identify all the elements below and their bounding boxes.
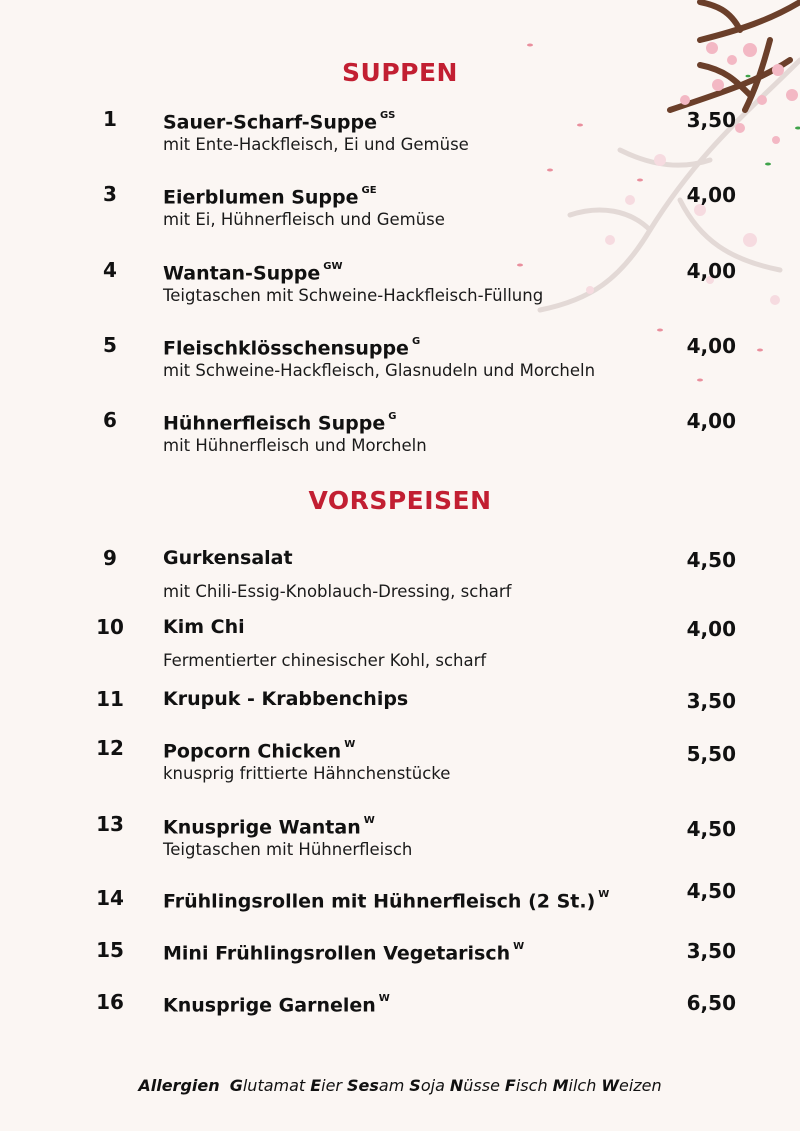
item-price: 4,00: [686, 183, 736, 207]
soup-item-6: [0, 408, 800, 478]
item-name: [163, 615, 245, 639]
item-name: [163, 886, 609, 913]
item-name-text: Krupuk - Krabbenchips: [163, 688, 409, 710]
item-number: 16: [96, 990, 124, 1014]
soup-item-4: [0, 258, 800, 328]
item-number: 4: [103, 258, 117, 282]
soup-item-3: [0, 182, 800, 252]
allergen-codes: W: [378, 993, 390, 1004]
item-name: [163, 107, 395, 134]
item-name-text: Popcorn Chicken: [163, 740, 342, 763]
item-number: 9: [103, 546, 117, 570]
item-name-text: Knusprige Wantan: [163, 816, 361, 839]
starter-item-10: [0, 615, 800, 685]
item-name: [163, 990, 390, 1017]
item-price: 3,50: [686, 939, 736, 963]
item-name: [163, 687, 408, 711]
item-price: 5,50: [686, 742, 736, 766]
item-number: 12: [96, 736, 124, 760]
starter-item-12: [0, 736, 800, 806]
item-number: 10: [96, 615, 124, 639]
item-price: 4,00: [686, 259, 736, 283]
item-price: 4,50: [686, 879, 736, 903]
item-description: mit Chili-Essig-Knoblauch-Dressing, scharf: [163, 582, 512, 601]
item-name-text: Kim Chi: [163, 616, 245, 638]
item-number: 11: [96, 687, 124, 711]
section-title-vorspeisen: VORSPEISEN: [308, 486, 492, 515]
legend-entry: Nüsse: [449, 1076, 500, 1095]
item-number: 5: [103, 333, 117, 357]
allergen-codes: GW: [323, 261, 343, 272]
item-price: 3,50: [686, 108, 736, 132]
legend-entry: Milch: [552, 1076, 597, 1095]
item-number: 6: [103, 408, 117, 432]
item-name: [163, 333, 420, 360]
item-price: 4,00: [686, 617, 736, 641]
item-name-text: Wantan-Suppe: [163, 262, 321, 285]
item-name: [163, 736, 355, 763]
item-name-text: Hühnerfleisch Suppe: [163, 412, 386, 435]
legend-entry: Glutamat: [229, 1076, 306, 1095]
legend-entry: Soja: [409, 1076, 445, 1095]
item-name-text: Fleischklösschensuppe: [163, 337, 409, 360]
item-description: Fermentierter chinesischer Kohl, scharf: [163, 651, 487, 670]
item-name-text: Gurkensalat: [163, 547, 293, 569]
allergen-codes: G: [411, 336, 421, 347]
item-name: [163, 182, 377, 209]
item-price: 6,50: [686, 991, 736, 1015]
item-description: Teigtaschen mit Hühnerfleisch: [163, 840, 413, 859]
item-name: [163, 408, 396, 435]
legend-entries: [225, 1076, 662, 1095]
item-name: [163, 812, 375, 839]
starter-item-9: [0, 546, 800, 616]
item-number: 15: [96, 938, 124, 962]
item-name: [163, 546, 293, 570]
legend-entry: Eier: [310, 1076, 342, 1095]
item-name: [163, 938, 524, 965]
starter-item-13: [0, 812, 800, 882]
item-description: mit Ente-Hackfleisch, Ei und Gemüse: [163, 135, 469, 154]
legend-entry: Sesam: [347, 1076, 405, 1095]
allergen-codes: W: [513, 941, 525, 952]
item-description: Teigtaschen mit Schweine-Hackfleisch-Füllung: [163, 286, 544, 305]
item-description: mit Ei, Hühnerfleisch und Gemüse: [163, 210, 445, 229]
item-price: 4,50: [686, 548, 736, 572]
item-name-text: Sauer-Scharf-Suppe: [163, 111, 377, 134]
legend-label: Allergien: [138, 1076, 220, 1095]
item-price: 4,50: [686, 817, 736, 841]
item-name-text: Mini Frühlingsrollen Vegetarisch: [163, 942, 511, 965]
item-name-text: Frühlingsrollen mit Hühnerfleisch (2 St.): [163, 890, 596, 913]
soup-item-1: [0, 107, 800, 177]
item-price: 4,00: [686, 334, 736, 358]
item-description: mit Hühnerfleisch und Morcheln: [163, 436, 427, 455]
item-name-text: Knusprige Garnelen: [163, 994, 376, 1017]
allergen-codes: G: [388, 411, 397, 422]
allergen-legend: [0, 1076, 800, 1095]
allergen-codes: W: [363, 815, 375, 826]
item-number: 14: [96, 886, 124, 910]
item-name-text: Eierblumen Suppe: [163, 186, 359, 209]
item-description: knusprig frittierte Hähnchenstücke: [163, 764, 451, 783]
item-number: 1: [103, 107, 117, 131]
item-description: mit Schweine-Hackfleisch, Glasnudeln und Morcheln: [163, 361, 596, 380]
section-title-suppen: SUPPEN: [342, 58, 458, 87]
allergen-codes: GE: [361, 185, 377, 196]
legend-entry: Weizen: [601, 1076, 662, 1095]
item-number: 13: [96, 812, 124, 836]
starter-item-16: [0, 990, 800, 1060]
allergen-codes: GS: [379, 110, 396, 121]
item-price: 4,00: [686, 409, 736, 433]
allergen-codes: W: [344, 739, 356, 750]
soup-item-5: [0, 333, 800, 403]
allergen-codes: W: [598, 889, 610, 900]
item-name: [163, 258, 343, 285]
item-number: 3: [103, 182, 117, 206]
item-price: 3,50: [686, 689, 736, 713]
legend-entry: Fisch: [504, 1076, 548, 1095]
